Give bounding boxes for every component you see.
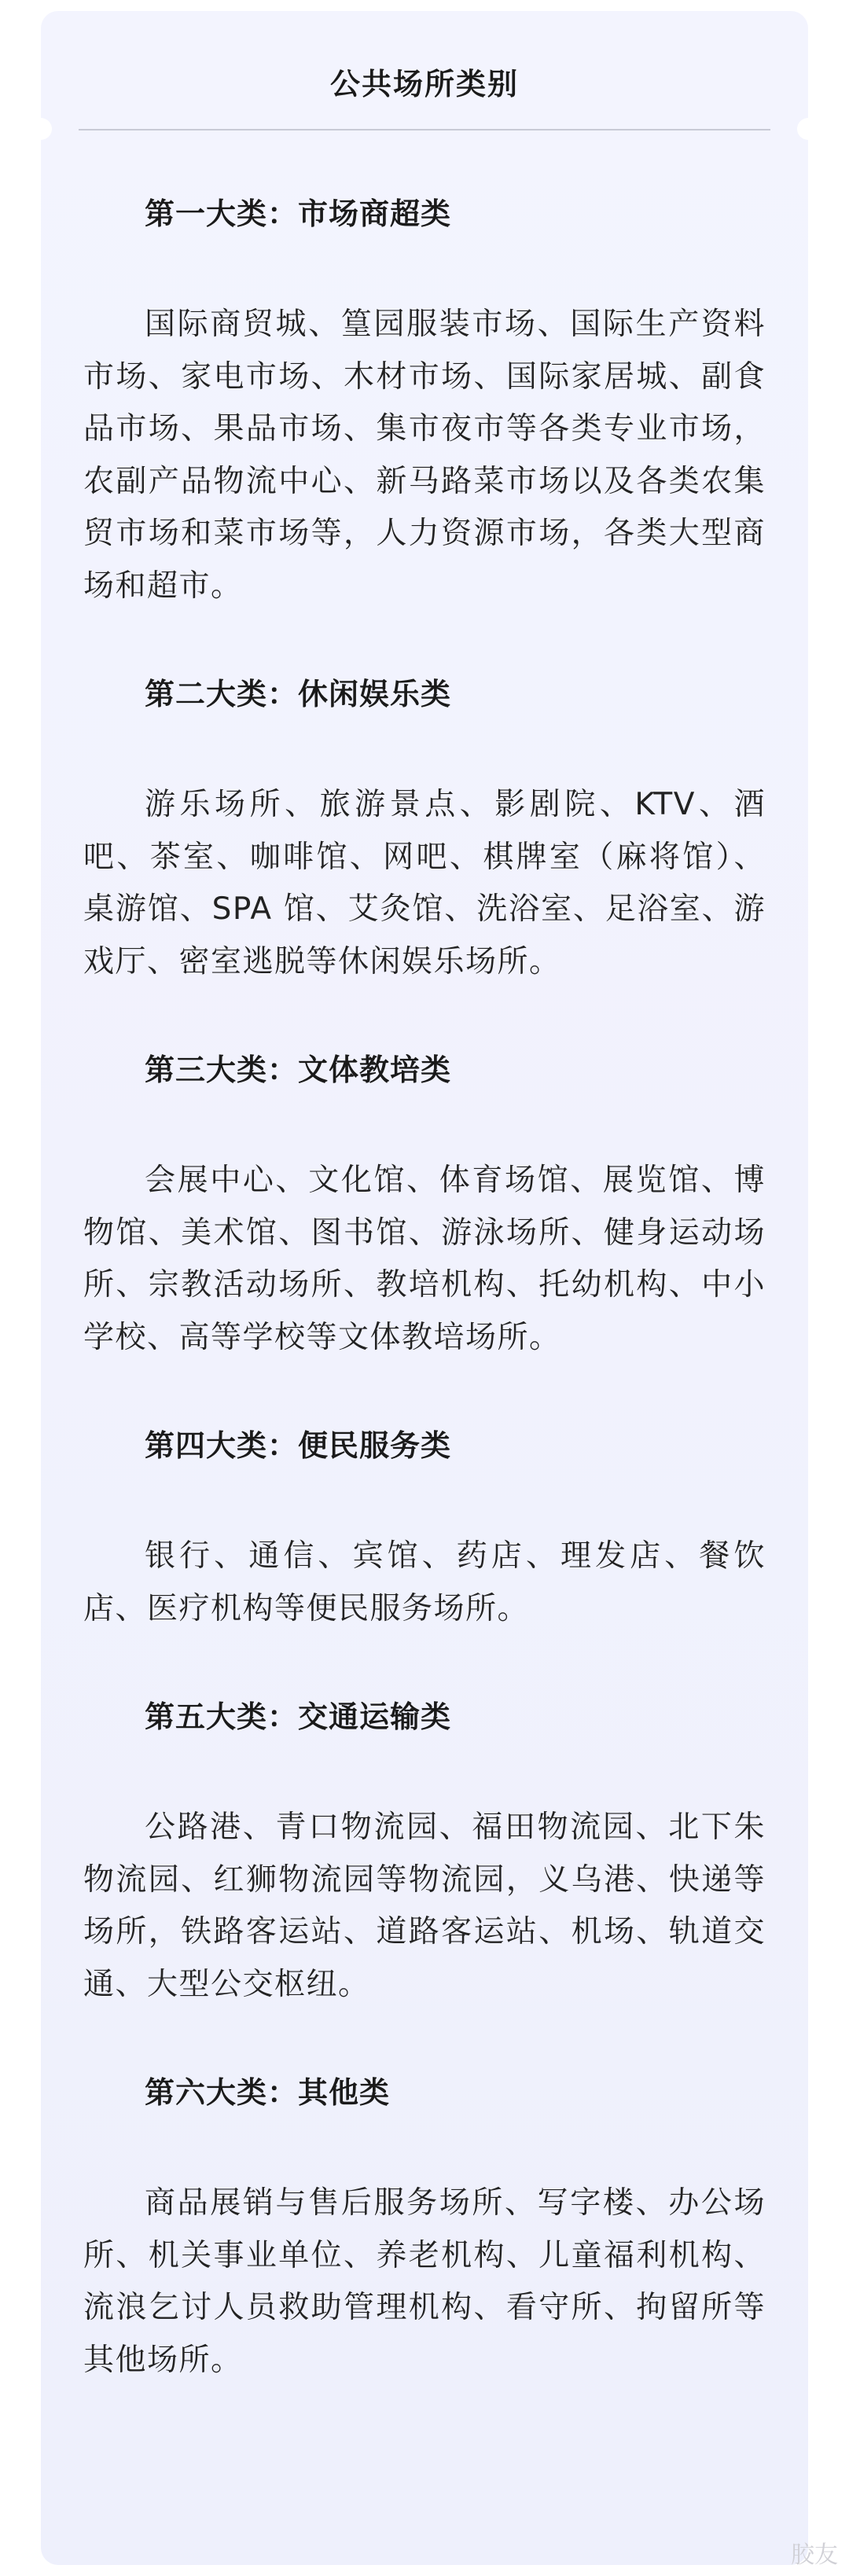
category-description: 公路港、青口物流园、福田物流园、北下朱物流园、红狮物流园等物流园，义乌港、快递等场所，铁路客运站、道路客运站、机场、轨道交通、大型公交枢纽。 bbox=[83, 1810, 766, 2002]
category-section-services bbox=[83, 1425, 766, 1635]
category-heading: 第三大类：文体教培类 bbox=[145, 1053, 452, 1087]
category-section-market bbox=[83, 193, 766, 612]
category-section-transport bbox=[83, 1696, 766, 2011]
category-description: 会展中心、文化馆、体育场馆、展览馆、博物馆、美术馆、图书馆、游泳场所、健身运动场所、宗教活动场所、教培机构、托幼机构、中小学校、高等学校等文体教培场所。 bbox=[83, 1163, 766, 1355]
watermark: 胶友 bbox=[791, 2541, 838, 2569]
category-section-leisure bbox=[83, 674, 766, 988]
title-divider bbox=[79, 129, 770, 130]
category-description: 商品展销与售后服务场所、写字楼、办公场所、机关事业单位、养老机构、儿童福利机构、流浪乞讨人员救助管理机构、看守所、拘留所等其他场所。 bbox=[83, 2185, 766, 2378]
category-description: 游乐场所、旅游景点、影剧院、KTV、酒吧、茶室、咖啡馆、网吧、棋牌室（麻将馆）、桌游馆、SPA 馆、艾灸馆、洗浴室、足浴室、游戏厅、密室逃脱等休闲娱乐场所。 bbox=[83, 787, 766, 979]
category-heading: 第五大类：交通运输类 bbox=[145, 1700, 452, 1734]
category-section-culture-education bbox=[83, 1049, 766, 1364]
category-heading: 第二大类：休闲娱乐类 bbox=[145, 677, 452, 711]
category-heading: 第六大类：其他类 bbox=[145, 2075, 391, 2110]
category-description: 国际商贸城、篁园服装市场、国际生产资料市场、家电市场、木材市场、国际家居城、副食品市场、果品市场、集市夜市等各类专业市场，农副产品物流中心、新马路菜市场以及各类农集贸市场和菜市场等，人力资源市场，各类大型商场和超市。 bbox=[83, 307, 766, 604]
card-title: 公共场所类别 bbox=[329, 67, 519, 101]
category-card bbox=[41, 11, 808, 2565]
category-heading: 第四大类：便民服务类 bbox=[145, 1428, 452, 1463]
category-section-other bbox=[83, 2072, 766, 2387]
category-heading: 第一大类：市场商超类 bbox=[145, 197, 452, 231]
category-description: 银行、通信、宾馆、药店、理发店、餐饮店、医疗机构等便民服务场所。 bbox=[83, 1538, 766, 1626]
category-list bbox=[83, 193, 766, 2448]
